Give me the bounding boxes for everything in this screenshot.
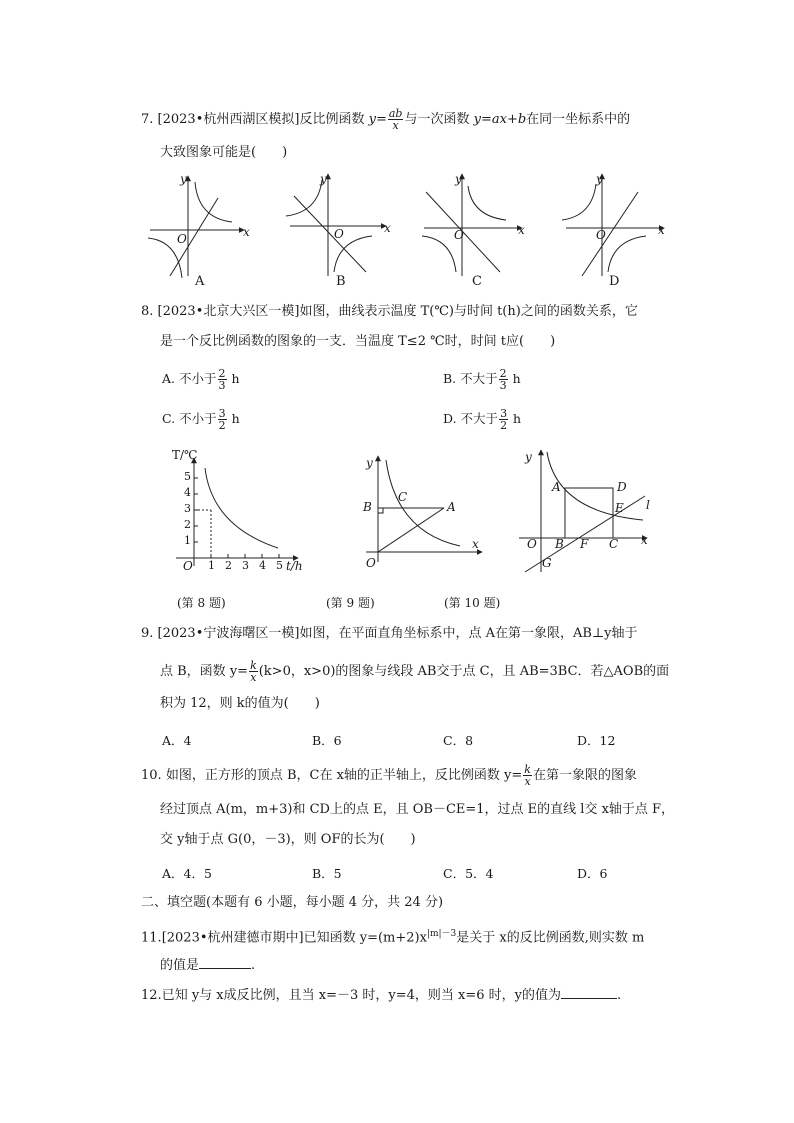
q10-option-a: A．4．5 xyxy=(162,866,212,881)
q10-option-d: D．6 xyxy=(577,866,608,881)
fig10-curve xyxy=(547,452,643,520)
fig8-x-label: t/h xyxy=(286,559,303,573)
graph-c-origin: O xyxy=(454,228,464,242)
q8-number: 8. xyxy=(141,304,154,319)
fig8-curve xyxy=(205,468,278,548)
graph-a-origin: O xyxy=(177,232,187,246)
q10-number: 10. xyxy=(141,768,162,783)
q10-option-b: B．5 xyxy=(312,866,342,881)
fig8-y-tick-2: 2 xyxy=(184,518,191,531)
q9-text-1: 如图，在平面直角坐标系中，点 A在第一象限，AB⊥y轴于 xyxy=(299,626,638,641)
fig9-label-b: B xyxy=(363,500,372,514)
q9-line-3: 积为 12，则 k的值为( ) xyxy=(160,696,320,711)
fig10-label-e: E xyxy=(615,501,624,515)
fig9-segment-oa xyxy=(378,508,444,552)
fig9-origin: O xyxy=(366,556,376,570)
graph-b-y-label: y xyxy=(320,172,327,186)
q8-option-c: C. 不小于 $\frac{3}{2}$ h xyxy=(162,407,240,432)
graph-c-hyperbola-q3 xyxy=(422,236,456,272)
fig8-y-tick-4: 4 xyxy=(184,486,191,499)
q9-source: [2023•宁波海曙区一模] xyxy=(157,626,300,641)
q9-option-c: C．8 xyxy=(443,733,474,748)
graph-c xyxy=(422,174,522,276)
graph-a xyxy=(148,176,244,278)
fig8-x-tick-4: 4 xyxy=(259,559,266,572)
graph-c-x-label: x xyxy=(518,223,525,237)
q7-source: [2023•杭州西湖区模拟] xyxy=(157,112,300,127)
fig10-caption: (第 10 题) xyxy=(444,596,501,610)
q7-text-b: 与一次函数 xyxy=(404,112,470,127)
fig9-caption: (第 9 题) xyxy=(326,596,375,610)
q10-line-1: 10. 如图，正方形的顶点 B，C在 x轴的正半轴上，反比例函数 y= $\frac{k}{x}$ 在第一象限的图象 xyxy=(141,763,637,788)
q9-option-b: B．6 xyxy=(312,733,342,748)
fig10-label-b: B xyxy=(555,537,564,551)
q12-line-1: 12.已知 y与 x成反比例，且当 x=－3 时，y=4，则当 x=6 时，y的值为 . xyxy=(141,988,622,1003)
q7-option-c: C xyxy=(472,274,482,289)
q7-eq2: y=ax+b xyxy=(473,112,527,127)
fig8-caption: (第 8 题) xyxy=(177,596,226,610)
q11-line-2: 的值是 . xyxy=(160,958,256,973)
graph-c-y-label: y xyxy=(455,172,462,186)
q9-option-d: D．12 xyxy=(577,733,616,748)
graph-b-hyperbola-q4 xyxy=(334,236,372,272)
graph-d-origin: O xyxy=(596,228,606,242)
q7-eq1-fraction: $\frac{ab}{x}$ xyxy=(388,107,403,132)
graph-b-x-label: x xyxy=(384,221,391,235)
q10-line-2: 经过顶点 A(m，m+3)和 CD上的点 E，且 OB－CE=1，过点 E的直线 l交 x轴于点 F， xyxy=(160,802,675,817)
graph-b-origin: O xyxy=(334,227,344,241)
fig8-x-tick-2: 2 xyxy=(225,559,232,572)
q9-line-1 xyxy=(141,624,638,644)
q7-option-a: A xyxy=(195,274,205,289)
fig8-x-tick-1: 1 xyxy=(208,559,215,572)
fig8-x-tick-3: 3 xyxy=(242,559,249,572)
fig10-origin: O xyxy=(527,537,537,551)
graph-b xyxy=(286,174,386,276)
fig8-y-tick-5: 5 xyxy=(184,470,191,483)
q11-exponent: |m|－3 xyxy=(426,929,457,939)
fig10-label-d: D xyxy=(617,480,627,494)
q10-fraction: $\frac{k}{x}$ xyxy=(524,763,531,788)
fig10-x-label: x xyxy=(641,533,648,547)
q12-number: 12. xyxy=(141,988,162,1003)
q10-option-c: C．5．4 xyxy=(443,866,494,881)
q7-eq1-lhs: y= xyxy=(368,112,387,127)
q11-line-1: 11.[2023•杭州建德市期中]已知函数 $y=(m+2)x^{|m|-3}$是关于 x的反比例函数,则实数 m xyxy=(141,929,645,946)
q7-line-2: 大致图象可能是( ) xyxy=(160,145,288,160)
graph-c-hyperbola-q1 xyxy=(468,186,506,220)
fig9-label-c: C xyxy=(398,490,408,504)
graph-d-hyperbola-q2 xyxy=(562,184,596,220)
fig8-x-tick-5: 5 xyxy=(276,559,283,572)
fig9-y-label: y xyxy=(366,456,373,470)
graph-b-hyperbola-q2 xyxy=(286,180,322,216)
fig10-y-label: y xyxy=(525,450,532,464)
q9-option-a: A．4 xyxy=(162,733,192,748)
q7-option-b: B xyxy=(336,274,346,289)
q8-text-1: 如图，曲线表示温度 T(℃)与时间 t(h)之间的函数关系，它 xyxy=(299,304,638,319)
section-2-heading: 二、填空题(本题有 6 小题，每小题 4 分，共 24 分) xyxy=(141,895,444,910)
q10-line-3: 交 y轴于点 G(0，－3)，则 OF的长为( ) xyxy=(160,832,416,847)
graph-a-x-label: x xyxy=(243,225,250,239)
fig10-label-f: F xyxy=(580,537,589,551)
graph-d xyxy=(562,174,664,276)
q8-line-1 xyxy=(141,302,638,322)
q9-number: 9. xyxy=(141,626,154,641)
fig8-y-label: T/℃ xyxy=(172,448,198,462)
fig8-origin: O xyxy=(183,559,193,573)
q9-fraction: $\frac{k}{x}$ xyxy=(250,659,257,684)
fig10-label-l: l xyxy=(646,498,650,512)
fig9-x-label: x xyxy=(472,537,479,551)
q12-answer-blank[interactable] xyxy=(561,986,617,999)
graph-b-line xyxy=(294,196,366,272)
graph-d-x-label: x xyxy=(658,223,665,237)
q11-source: [2023•杭州建德市期中] xyxy=(161,930,304,946)
q8-source: [2023•北京大兴区一模] xyxy=(157,304,300,319)
q7-text-a: 反比例函数 xyxy=(299,112,365,127)
graph-d-y-label: y xyxy=(596,172,603,186)
q7-option-d: D xyxy=(609,274,620,289)
fig10-label-a: A xyxy=(552,480,561,494)
q8-option-d: D. 不大于 $\frac{3}{2}$ h xyxy=(443,407,522,432)
fig8-y-tick-1: 1 xyxy=(184,534,191,547)
q7-number: 7. xyxy=(141,112,154,127)
graph-a-y-label: y xyxy=(180,172,187,186)
fig9-right-angle xyxy=(378,508,383,513)
fig10-label-g: G xyxy=(542,556,552,570)
q7-line-1 xyxy=(141,108,630,131)
q8-option-a: A. 不小于 $\frac{2}{3}$ h xyxy=(162,367,240,392)
q7-text-c: 在同一坐标系中的 xyxy=(526,112,631,127)
q11-answer-blank[interactable] xyxy=(199,956,251,969)
q8-option-b: B. 不大于 $\frac{2}{3}$ h xyxy=(443,367,521,392)
fig8-y-tick-3: 3 xyxy=(184,502,191,515)
q9-line-2: 点 B，函数 y= $\frac{k}{x}$ (k>0，x>0)的图象与线段 AB交于点 C，且 AB=3BC．若△AOB的面 xyxy=(160,659,670,684)
fig9-label-a: A xyxy=(447,500,456,514)
q8-line-2: 是一个反比例函数的图象的一支．当温度 T≤2 ℃时，时间 t应( ) xyxy=(160,334,556,349)
figure-10 xyxy=(515,448,655,580)
graph-d-hyperbola-q4 xyxy=(608,236,646,272)
graph-a-hyperbola-q1 xyxy=(195,182,232,222)
q7-graphs xyxy=(140,168,670,296)
q11-number: 11. xyxy=(141,930,162,946)
fig10-label-c: C xyxy=(609,537,619,551)
